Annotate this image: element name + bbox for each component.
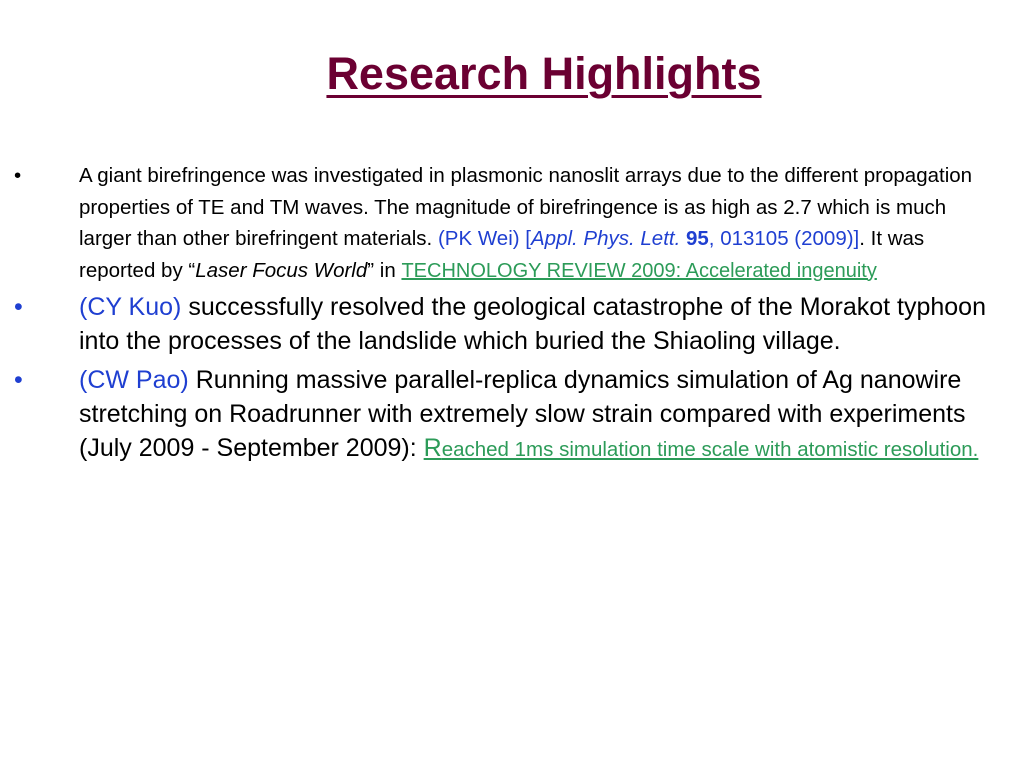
author-label: (PK Wei) <box>437 227 520 250</box>
citation-volume: 95 <box>685 227 709 250</box>
bullet-item-birefringence <box>0 160 1024 287</box>
slide-title: Research Highlights <box>326 48 762 99</box>
author-label: (CW Pao) <box>79 366 189 394</box>
bullet-item-landslide <box>0 290 1024 358</box>
magazine-name: Laser Focus World <box>195 258 368 282</box>
citation-journal: Appl. Phys. Lett. <box>531 227 681 250</box>
bullet-text: A giant birefringence was investigated in plasmonic nanoslit arrays due to the different propagation properties of TE and TM waves. The magnitude of birefringence is as high as 2.7 which is much larger than other birefringent materials. <box>79 164 973 250</box>
bullet-text: Running massive parallel-replica dynamics simulation of Ag nanowire stretching on Roadrunner with extremely slow strain compared with experiments (July 2009 - September 2009): <box>79 366 966 462</box>
link-rest: eached 1ms simulation time scale with atomistic resolution. <box>441 438 979 461</box>
link-first-letter: R <box>423 434 442 462</box>
technology-review-link[interactable]: TECHNOLOGY REVIEW 2009: Accelerated ingenuity <box>401 259 877 282</box>
bullet-text-3: ” in <box>367 258 396 282</box>
simulation-result-link[interactable] <box>424 434 979 462</box>
bullet-icon: • <box>14 164 22 187</box>
bullet-text: successfully resolved the geological catastrophe of the Morakot typhoon into the processes of the landslide which buried the Shiaoling village. <box>79 293 986 355</box>
bullet-icon: • <box>14 293 23 321</box>
citation-rest: , 013105 (2009)] <box>708 227 860 250</box>
bullet-icon: • <box>14 366 23 394</box>
author-label: (CY Kuo) <box>79 293 182 321</box>
citation-open: [ <box>525 227 531 250</box>
bullet-item-nanowire <box>0 363 1024 467</box>
bullet-text-2: . It was reported by “ <box>79 227 925 282</box>
bullet-list <box>0 160 1024 467</box>
